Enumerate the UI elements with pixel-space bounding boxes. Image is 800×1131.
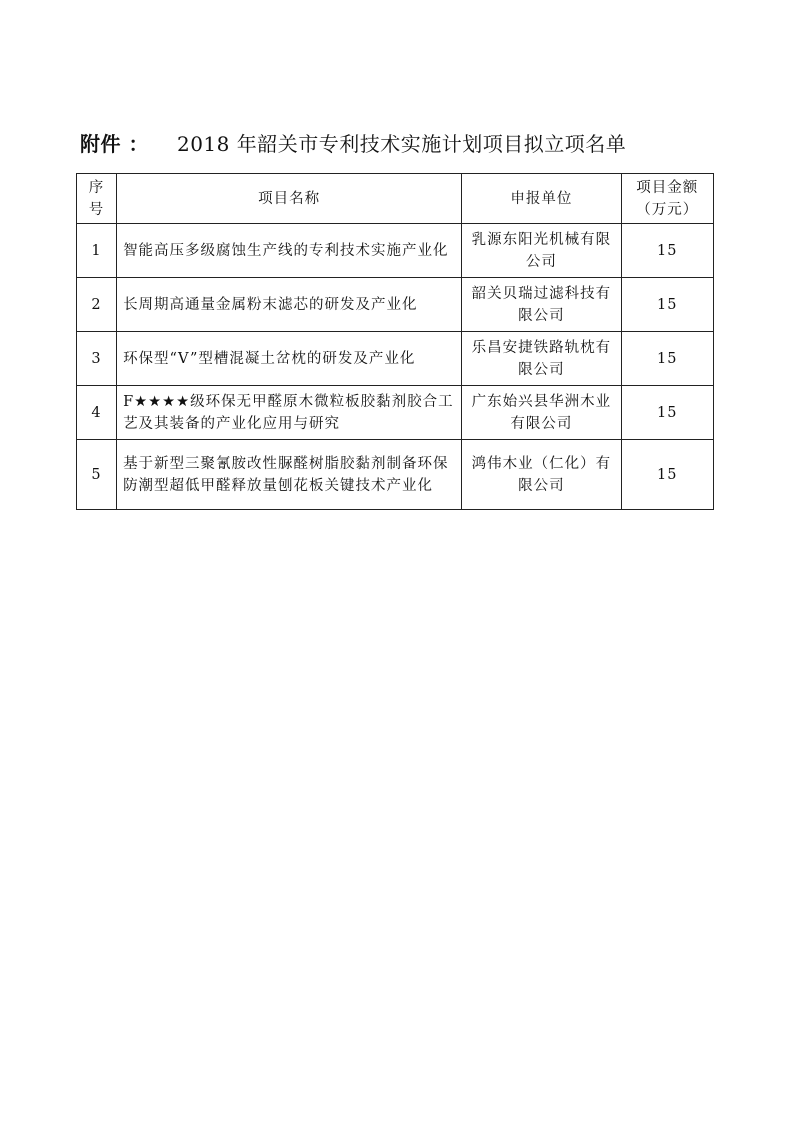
row-unit: 广东始兴县华洲木业有限公司: [462, 386, 621, 440]
table-row: [77, 224, 714, 278]
document-title: [80, 128, 740, 160]
header-no: 序号: [77, 174, 117, 224]
row-name: 环保型“V”型槽混凝土岔枕的研发及产业化: [117, 332, 462, 386]
table-row: [77, 278, 714, 332]
row-name: 基于新型三聚氰胺改性脲醛树脂胶黏剂制备环保防潮型超低甲醛释放量刨花板关键技术产业化: [117, 440, 462, 510]
table-header-row: [77, 174, 714, 224]
project-table: [76, 173, 714, 510]
row-unit: 韶关贝瑞过滤科技有限公司: [462, 278, 621, 332]
row-no: 4: [77, 386, 117, 440]
row-amount: 15: [621, 440, 713, 510]
header-name: 项目名称: [117, 174, 462, 224]
row-amount: 15: [621, 386, 713, 440]
row-amount: 15: [621, 224, 713, 278]
row-no: 3: [77, 332, 117, 386]
table-row: [77, 332, 714, 386]
row-amount: 15: [621, 278, 713, 332]
row-name: 智能高压多级腐蚀生产线的专利技术实施产业化: [117, 224, 462, 278]
row-unit: 乳源东阳光机械有限公司: [462, 224, 621, 278]
row-no: 5: [77, 440, 117, 510]
row-unit: 乐昌安捷铁路轨枕有限公司: [462, 332, 621, 386]
row-name: 长周期高通量金属粉末滤芯的研发及产业化: [117, 278, 462, 332]
table-row: [77, 386, 714, 440]
row-no: 1: [77, 224, 117, 278]
row-name: F★★★★级环保无甲醛原木微粒板胶黏剂胶合工艺及其装备的产业化应用与研究: [117, 386, 462, 440]
row-unit: 鸿伟木业（仁化）有限公司: [462, 440, 621, 510]
row-amount: 15: [621, 332, 713, 386]
row-no: 2: [77, 278, 117, 332]
title-text: 2018 年韶关市专利技术实施计划项目拟立项名单: [176, 132, 627, 156]
header-unit: 申报单位: [462, 174, 621, 224]
header-amount: 项目金额（万元）: [621, 174, 713, 224]
table-row: [77, 440, 714, 510]
title-prefix: 附件 ：: [80, 132, 149, 156]
